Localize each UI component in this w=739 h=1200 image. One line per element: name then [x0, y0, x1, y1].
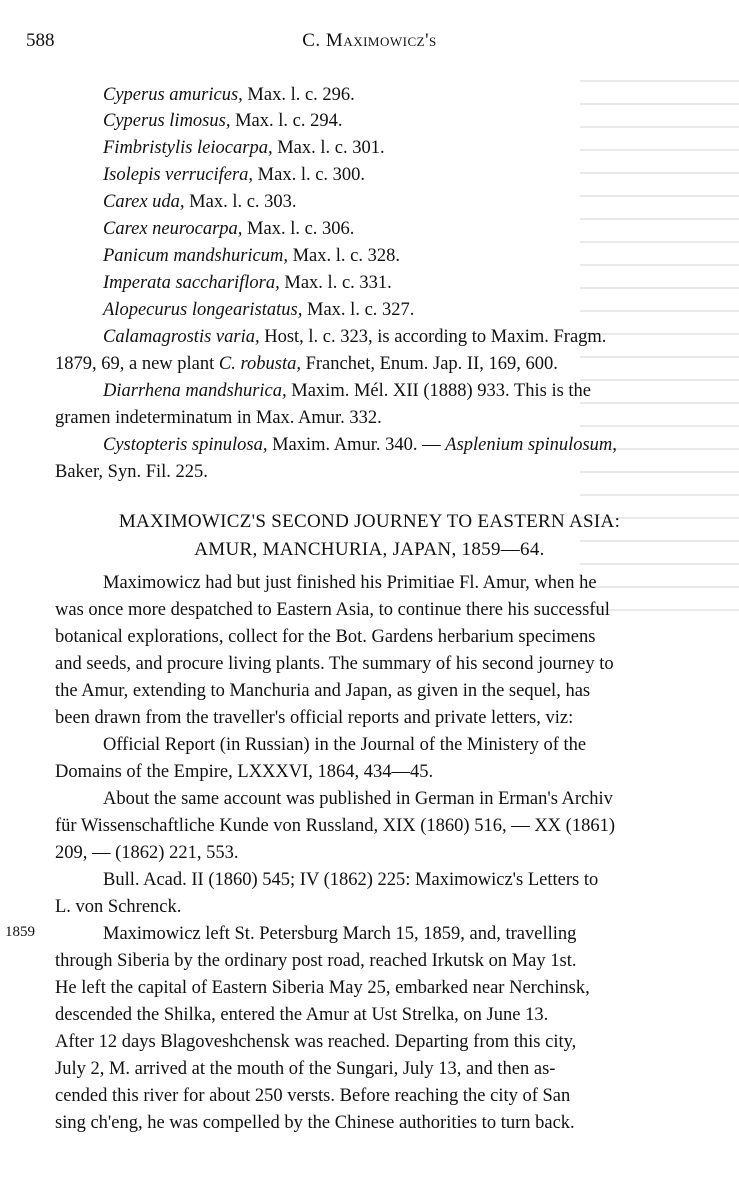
species-name: Imperata sacchariflora,: [103, 273, 280, 293]
note-calamagrostis-line1: [103, 324, 606, 350]
species-ref: Max. l. c. 301.: [272, 138, 385, 158]
species-name: Carex neurocarpa,: [103, 219, 243, 239]
body-line: Official Report (in Russian) in the Journal of the Ministery of the: [103, 735, 587, 755]
species-name: Panicum mandshuricum,: [103, 246, 288, 266]
body-line: Maximowicz had but just finished his Primitiae Fl. Amur, when he: [103, 573, 597, 593]
body-line: July 2, M. arrived at the mouth of the Sungari, July 13, and then as-: [55, 1059, 556, 1079]
note-cystopteris-line1: [103, 432, 617, 458]
running-title: [0, 30, 739, 52]
body-line: botanical explorations, collect for the Bot. Gardens herbarium specimens: [55, 627, 596, 647]
body-line: the Amur, extending to Manchuria and Japan, as given in the sequel, has: [55, 681, 591, 701]
note-text: Franchet, Enum. Jap. II, 169, 600.: [300, 354, 558, 374]
species-name: C. robusta,: [218, 354, 301, 374]
species-ref: Max. l. c. 331.: [279, 273, 392, 293]
page-number: 588: [26, 30, 55, 51]
species-line: [103, 243, 400, 269]
species-name: Asplenium spinulosum,: [445, 435, 617, 455]
section-heading-line2: AMUR, MANCHURIA, JAPAN, 1859—64.: [194, 539, 545, 560]
body-line: He left the capital of Eastern Siberia May 25, embarked near Nerchinsk,: [55, 978, 590, 998]
note-calamagrostis-line2: [55, 351, 558, 377]
body-line: through Siberia by the ordinary post road, reached Irkutsk on May 1st.: [55, 951, 577, 971]
note-diarrhena-line2: gramen indeterminatum in Max. Amur. 332.: [55, 408, 382, 428]
note-text: Maxim. Mél. XII (1888) 933. This is the: [286, 381, 592, 401]
species-line: [103, 162, 365, 188]
species-ref: Max. l. c. 294.: [230, 111, 343, 131]
species-name: Fimbristylis leiocarpa,: [103, 138, 273, 158]
note-text: Host, l. c. 323, is according to Maxim. Fragm.: [259, 327, 607, 347]
body-line: Domains of the Empire, LXXXVI, 1864, 434—45.: [55, 762, 434, 782]
species-line: [103, 216, 354, 242]
species-line: [103, 297, 414, 323]
body-line: für Wissenschaftliche Kunde von Russland, XIX (1860) 516, — XX (1861): [55, 816, 615, 836]
margin-year: 1859: [5, 924, 35, 940]
species-name: Diarrhena mandshurica,: [103, 381, 287, 401]
body-line: was once more despatched to Eastern Asia, to continue there his successful: [55, 600, 610, 620]
body-line: 209, — (1862) 221, 553.: [55, 843, 239, 863]
body-line: and seeds, and procure living plants. The summary of his second journey to: [55, 654, 614, 674]
body-line: been drawn from the traveller's official reports and private letters, viz:: [55, 708, 574, 728]
species-line: [103, 135, 385, 161]
species-ref: Max. l. c. 296.: [242, 85, 355, 105]
species-ref: Max. l. c. 300.: [253, 165, 366, 185]
body-line: descended the Shilka, entered the Amur at Ust Strelka, on June 13.: [55, 1005, 549, 1025]
species-name: Cyperus limosus,: [103, 111, 231, 131]
species-name: Cyperus amuricus,: [103, 85, 243, 105]
body-line: sing ch'eng, he was compelled by the Chinese authorities to turn back.: [55, 1113, 575, 1133]
species-name: Carex uda,: [103, 192, 185, 212]
species-ref: Max. l. c. 303.: [184, 192, 297, 212]
species-name: Cystopteris spinulosa,: [103, 435, 268, 455]
note-text: 1879, 69, a new plant: [55, 354, 219, 374]
species-line: [103, 270, 392, 296]
section-heading-line1: MAXIMOWICZ'S SECOND JOURNEY TO EASTERN ASIA:: [118, 511, 621, 532]
note-diarrhena-line1: [103, 378, 591, 404]
species-line: [103, 108, 342, 134]
species-ref: Max. l. c. 306.: [242, 219, 355, 239]
species-line: [103, 189, 297, 215]
body-line: After 12 days Blagoveshchensk was reached. Departing from this city,: [55, 1032, 577, 1052]
running-title-text: C. Maximowicz's: [302, 30, 437, 51]
body-line: L. von Schrenck.: [55, 897, 182, 917]
species-name: Calamagrostis varia,: [103, 327, 260, 347]
species-name: Isolepis verrucifera,: [103, 165, 254, 185]
note-cystopteris-line2: Baker, Syn. Fil. 225.: [55, 462, 208, 482]
species-ref: Max. l. c. 328.: [287, 246, 400, 266]
species-line: [103, 82, 355, 108]
species-name: Alopecurus longearistatus,: [103, 300, 303, 320]
body-line: Bull. Acad. II (1860) 545; IV (1862) 225: Maximowicz's Letters to: [103, 870, 599, 890]
body-line: cended this river for about 250 versts. Before reaching the city of San: [55, 1086, 571, 1106]
species-ref: Max. l. c. 327.: [302, 300, 415, 320]
body-line: Maximowicz left St. Petersburg March 15, 1859, and, travelling: [103, 924, 577, 944]
note-text: Maxim. Amur. 340. —: [267, 435, 446, 455]
body-line: About the same account was published in German in Erman's Archiv: [103, 789, 613, 809]
